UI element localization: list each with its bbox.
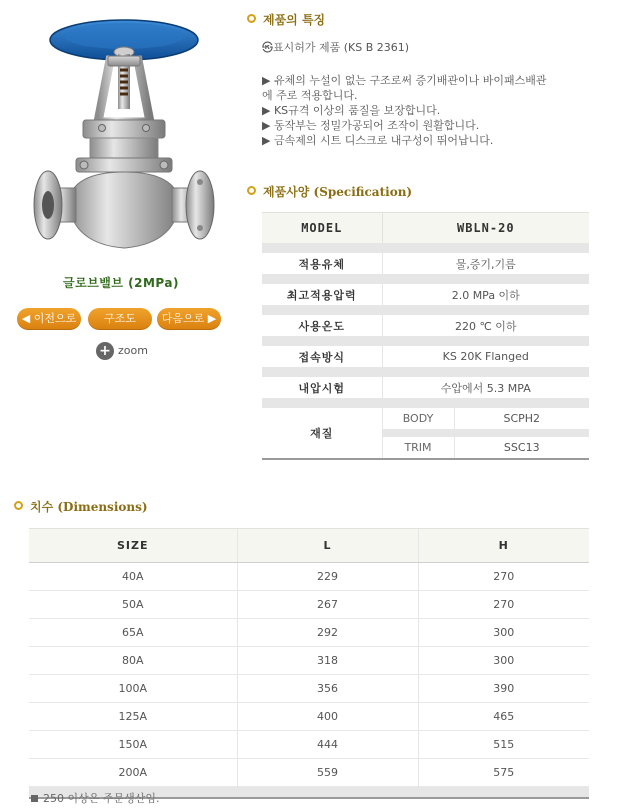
spec-row bbox=[262, 315, 589, 336]
h-cell: 300 bbox=[418, 619, 589, 647]
h-cell: 575 bbox=[418, 759, 589, 787]
footnote-text: 250 이상은 주문생산임. bbox=[43, 792, 160, 805]
h-cell: 270 bbox=[418, 563, 589, 591]
l-cell: 559 bbox=[237, 759, 418, 787]
size-cell: 80A bbox=[29, 647, 237, 675]
spec-row-label: 최고적용압력 bbox=[262, 284, 382, 305]
dimensions-heading bbox=[14, 499, 148, 515]
spec-row-label: 내압시험 bbox=[262, 377, 382, 398]
material-part: TRIM bbox=[382, 437, 454, 459]
column-header-size: SIZE bbox=[29, 529, 237, 563]
l-cell: 229 bbox=[237, 563, 418, 591]
spec-row-value: 수압에서 5.3 MPA bbox=[440, 381, 531, 395]
material-part: BODY bbox=[382, 408, 454, 429]
l-cell: 356 bbox=[237, 675, 418, 703]
zoom-label: zoom bbox=[118, 344, 148, 357]
table-row bbox=[29, 759, 589, 787]
spec-row-label: 사용온도 bbox=[262, 315, 382, 336]
spec-row-label: 접속방식 bbox=[262, 346, 382, 367]
spec-row-value: 물,증기,기름 bbox=[455, 257, 516, 271]
l-cell: 292 bbox=[237, 619, 418, 647]
h-cell: 465 bbox=[418, 703, 589, 731]
table-row bbox=[29, 563, 589, 591]
spec-row-value: 2.0 MPa 이하 bbox=[451, 288, 520, 302]
material-label: 재질 bbox=[262, 408, 382, 459]
product-name: 글로브밸브 (2MPa) bbox=[63, 276, 179, 290]
spec-row-value: KS 20K Flanged bbox=[442, 350, 529, 363]
structure-button[interactable]: 구조도 bbox=[88, 308, 152, 330]
h-cell: 390 bbox=[418, 675, 589, 703]
heading-bullet-icon bbox=[247, 14, 256, 23]
spec-row bbox=[262, 284, 589, 305]
spec-heading-text: 제품사양 (Specification) bbox=[263, 185, 413, 199]
feature-item: ▶ KS규격 이상의 품질을 보장합니다. bbox=[262, 104, 441, 117]
previous-button[interactable]: ◀ 이전으로 bbox=[17, 308, 81, 330]
product-image bbox=[28, 12, 218, 270]
spec-row-label: 적용유체 bbox=[262, 253, 382, 274]
spec-table bbox=[262, 212, 589, 460]
model-value: WBLN-20 bbox=[382, 213, 589, 244]
material-row bbox=[262, 408, 589, 429]
size-cell: 65A bbox=[29, 619, 237, 647]
size-cell: 200A bbox=[29, 759, 237, 787]
dimensions-table bbox=[29, 528, 589, 799]
size-cell: 100A bbox=[29, 675, 237, 703]
h-cell: 515 bbox=[418, 731, 589, 759]
globe-valve-illustration bbox=[28, 12, 218, 270]
spec-row-value: 220 ℃ 이하 bbox=[454, 319, 517, 333]
table-row bbox=[29, 731, 589, 759]
zoom-button[interactable] bbox=[96, 340, 148, 358]
next-button[interactable]: 다음으로 ▶ bbox=[157, 308, 221, 330]
table-row bbox=[29, 591, 589, 619]
table-row bbox=[29, 619, 589, 647]
spec-header-row bbox=[262, 213, 589, 244]
size-cell: 40A bbox=[29, 563, 237, 591]
dimensions-header-row bbox=[29, 529, 589, 563]
spec-row bbox=[262, 253, 589, 274]
zoom-plus-icon: + bbox=[96, 342, 114, 360]
feature-item: 에 주로 적용합니다. bbox=[262, 89, 358, 102]
spec-row bbox=[262, 346, 589, 367]
certification-text: ㉿표시허가 제품 (KS B 2361) bbox=[262, 41, 410, 54]
feature-item: ▶ 동작부는 정밀가공되어 조작이 원활합니다. bbox=[262, 119, 480, 132]
l-cell: 318 bbox=[237, 647, 418, 675]
dimensions-heading-text: 치수 (Dimensions) bbox=[30, 500, 148, 514]
feature-item: ▶ 금속제의 시트 디스크로 내구성이 뛰어납니다. bbox=[262, 134, 494, 147]
features-heading bbox=[247, 12, 325, 28]
features-heading-text: 제품의 특징 bbox=[263, 13, 326, 27]
features-list bbox=[262, 40, 602, 148]
size-cell: 50A bbox=[29, 591, 237, 619]
heading-bullet-icon bbox=[14, 501, 23, 510]
column-header-l: L bbox=[237, 529, 418, 563]
l-cell: 267 bbox=[237, 591, 418, 619]
column-header-h: H bbox=[418, 529, 589, 563]
footnote bbox=[31, 790, 160, 806]
l-cell: 400 bbox=[237, 703, 418, 731]
size-cell: 150A bbox=[29, 731, 237, 759]
model-label: MODEL bbox=[262, 213, 382, 244]
table-row bbox=[29, 675, 589, 703]
table-row bbox=[29, 703, 589, 731]
material-value: SCPH2 bbox=[503, 412, 541, 425]
material-value: SSC13 bbox=[454, 437, 589, 459]
size-cell: 125A bbox=[29, 703, 237, 731]
table-row bbox=[29, 647, 589, 675]
h-cell: 270 bbox=[418, 591, 589, 619]
l-cell: 444 bbox=[237, 731, 418, 759]
spec-heading bbox=[247, 184, 412, 200]
feature-item: ▶ 유체의 누설이 없는 구조로써 증기배관이나 바이패스배관 bbox=[262, 74, 547, 87]
square-bullet-icon bbox=[31, 795, 38, 802]
h-cell: 300 bbox=[418, 647, 589, 675]
spec-row bbox=[262, 377, 589, 398]
heading-bullet-icon bbox=[247, 186, 256, 195]
